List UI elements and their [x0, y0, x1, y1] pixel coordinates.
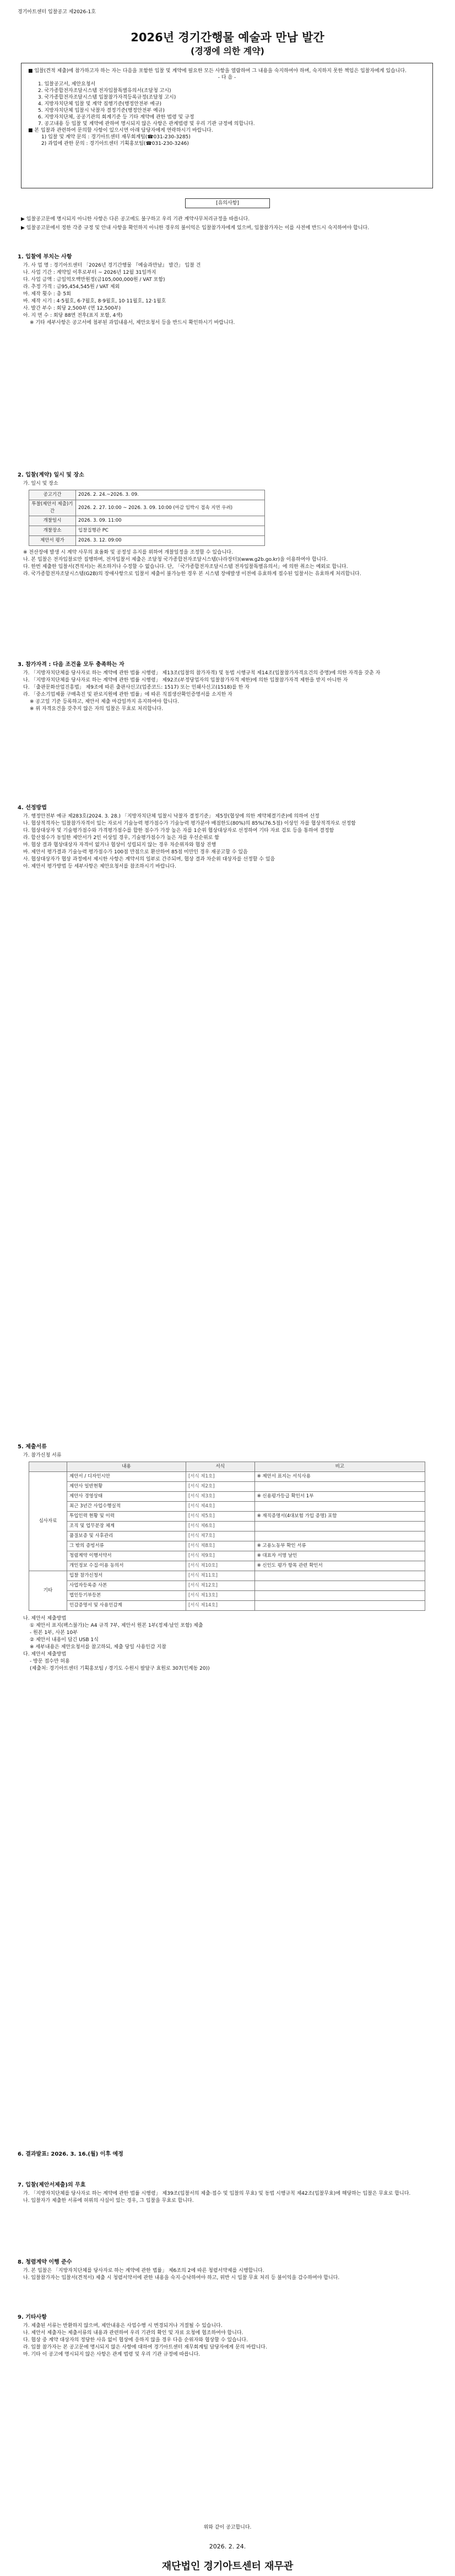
cell-name: 법인등기부등본 [67, 1591, 186, 1601]
info-dash: - 다 음 - [218, 75, 236, 80]
cell-label: 개찰일시 [29, 516, 76, 526]
section-line: 라. 국가종합전자조달시스템(G2B)의 장애사항으로 입찰서 제출이 불가능한 경우 본 시스템 장애발생 이전에 유효하게 접수된 입찰서는 유효하게 처리합니다. [23, 571, 361, 577]
section-heading: 4. 선정방법 [18, 805, 47, 811]
cell-name: 인감증명서 및 사용인감계 [67, 1601, 186, 1611]
cell-note: ※ 신용평가등급 확인서 1부 [254, 1492, 425, 1502]
section-line: 나. 제안서 제출자는 제출서류의 내용과 관련하여 우리 기관의 확인 및 자료 요청에 협조하여야 합니다. [23, 2330, 243, 2336]
section-heading: 6. 결과발표: 2026. 3. 16.(월) 이후 예정 [18, 2151, 123, 2157]
cell-form: [서식 제8호] [186, 1541, 254, 1551]
cell-group: 기타 [29, 1571, 67, 1611]
section-line: 라. 입찰 참가자는 본 공고문에 명시되지 않은 사항에 대하여 경기아트센터 재무회계팀 담당자에게 문의 바랍니다. [23, 2345, 267, 2350]
section-line: 가. 사 업 명 : 경기아트센터 「2026년 경기간행물 『예술과만남』 발간」 입찰 건 [23, 263, 201, 268]
section-9 [18, 2314, 437, 2358]
section-sub: 가. 일시 및 장소 [23, 481, 58, 486]
section-heading: 3. 참가자격 : 다음 조건을 모두 충족하는 자 [18, 662, 124, 668]
cell-name: 품질보증 및 사후관리 [67, 1531, 186, 1541]
section-line: 라. 추정 가격 : 금95,454,545원 / VAT 제외 [23, 284, 120, 290]
note-line: ▶ 입찰공고문에 명시되지 아니한 사항은 다른 공고에도 불구하고 우리 기관 계약사무처리규정을 따릅니다. [21, 217, 250, 222]
section-line: 다. 협상대상자 및 기술평가점수와 가격평가점수를 합한 점수가 가장 높은 자를 1순위 협상대상자로 선정하여 기타 자료 검토 등을 통하여 결정함 [23, 828, 334, 834]
section-line: ① 제안서 표지(팩스불가)는 A4 규격 7부, 제안서 원본 1부(정제·날인 포함) 제출 [30, 1623, 203, 1628]
section-line: ※ 전산장애 발생 시 계약 사무의 효율화 및 공정성 유지를 위하여 개찰일정을 조정할 수 있습니다. [23, 550, 233, 555]
issue-date: 2026. 2. 24. [209, 2543, 246, 2550]
cell-note: ※ 재직증명서(4대보험 가입 증명) 포함 [254, 1512, 425, 1522]
table-row [29, 1571, 425, 1581]
cell-form: [서식 제10호] [186, 1561, 254, 1571]
table-row [29, 1551, 425, 1561]
section-sub: 가. 참가신청 서류 [23, 1453, 62, 1458]
cell-form: [서식 제12호] [186, 1581, 254, 1591]
table-row [29, 1482, 425, 1492]
closing-line: 위와 같이 공고합니다. [203, 2525, 252, 2530]
info-box [21, 63, 433, 188]
table-row [29, 1591, 425, 1601]
section-line: 가. 행정안전부 예규 제283호(2024. 3. 28.) 「지방자치단체 입찰시 낙찰자 결정기준」 제5장(협상에 의한 계약체결기준)에 의하여 선정 [23, 814, 319, 819]
section-3 [18, 661, 437, 713]
table-row [29, 1581, 425, 1591]
section-1 [18, 253, 437, 327]
contact-line: 2) 과업에 관한 문의 : 경기아트센터 기획홍보팀(☎031-230-3246) [41, 141, 189, 147]
table-row [29, 1522, 425, 1531]
page-title: 2026년 경기간행물 예술과 만남 발간 [131, 31, 324, 44]
section-line: 다. 한번 제출한 입찰서(견적서)는 취소하거나 수정할 수 없습니다. 단, 「국가종합전자조달시스템 전자입찰특별유의서」에 의한 취소는 예외로 합니다. [23, 564, 348, 570]
section-line: 라. 합산점수가 동일한 제안서가 2인 이상일 경우, 기술평가점수가 높은 자를 우선순위로 함 [23, 835, 219, 841]
cell-form: [서식 제3호] [186, 1492, 254, 1502]
section-5 [18, 1443, 437, 1673]
cell-label: 공고기간 [29, 490, 76, 500]
table-header-row [29, 1462, 425, 1472]
section-line: 가. 제출된 서류는 반환하지 않으며, 제안내용은 사업수행 시 변경되거나 거절될 수 있습니다. [23, 2323, 223, 2329]
section-line: 나. 입찰자가 제출한 서류에 허위의 사실이 있는 경우, 그 입찰을 무효로 합니다. [23, 2198, 194, 2204]
cell-name: 제안서 / 디자인시안 [67, 1472, 186, 1482]
notice-label: [유의사항] [185, 198, 270, 208]
col-header: 서식 [186, 1462, 254, 1472]
section-line: 나. 협상적격자는 입찰참가자격이 있는 자로서 기술능력 평가점수가 기술능력 평가분야 배점한도(80%)의 85%(76.5점) 이상인 자를 협상적격자로 선정함 [23, 821, 356, 826]
cell-form: [서식 제2호] [186, 1482, 254, 1492]
cell-note [254, 1531, 425, 1541]
section-line: 다. 「출판문화산업진흥법」 제9조에 따른 출판사신고(업종코드: 1517) 또는 인쇄사신고(1518)를 한 자 [23, 685, 250, 690]
section-line: 사. 발간 부수 : 회당 2,500부 (연 12,500부) [23, 306, 121, 311]
section-line: (제출처: 경기아트센터 기획홍보팀 / 경기도 수원시 팔달구 효원로 307(인계동 20)) [30, 1666, 210, 1671]
section-line: - 방문 접수만 허용 [30, 1659, 70, 1664]
cell-note [254, 1482, 425, 1492]
info-item: 1. 입찰공고서, 제안요청서 [38, 82, 96, 87]
cell-name: 제안사 경영상태 [67, 1492, 186, 1502]
cell-note: ※ 제안서 표지는 서식사용 [254, 1472, 425, 1482]
contact-line: 1) 입찰 및 계약 문의 : 경기아트센터 재무회계팀(☎031-230-3285) [41, 134, 191, 140]
section-line: 바. 제작 시기 : 4·5월호, 6·7월호, 8·9월호, 10·11월호, 12·1월호 [23, 299, 166, 304]
cell-value: 2026. 3. 09. 11:00 [76, 516, 265, 526]
info-item: 6. 지방자치단체, 공공기관의 회계기준 등 기타 계약에 관한 법령 및 규정 [38, 115, 194, 120]
section-heading: 8. 청렴계약 이행 준수 [18, 2259, 72, 2265]
documents-table [29, 1462, 425, 1611]
table-row [29, 1601, 425, 1611]
table-row [29, 1541, 425, 1551]
cell-value: 2026. 2. 27. 10:00 ~ 2026. 3. 09. 10:00 (마감 임박시 접속 지연 우려) [76, 500, 265, 516]
info-item: 5. 지방자치단체 입찰시 낙찰자 결정기준(행정안전부 예규) [38, 108, 165, 113]
section-line: 아. 지 면 수 : 회당 88면 전후(표지 포함, 4색) [23, 313, 123, 318]
section-line: 사. 협상대상자가 협상 과정에서 제시한 사항은 계약서의 일부로 간주되며, 협상 결과 차순위 대상자를 선정할 수 있음 [23, 857, 275, 862]
table-row [29, 500, 265, 516]
section-line: - 원본 1부, 사본 10부 [30, 1630, 78, 1636]
cell-label: 제안서 평가 [29, 536, 76, 546]
section-line: 가. 「지방자치단체를 당사자로 하는 계약에 관한 법률 시행령」 제39조(입찰서의 제출·접수 및 입찰의 무효) 및 동법 시행규칙 제42조(입찰무효)에 해당하는 입찰은 무효로 합니다. [23, 2191, 411, 2196]
cell-note [254, 1522, 425, 1531]
table-row [29, 526, 265, 536]
cell-form: [서식 제13호] [186, 1591, 254, 1601]
section-footnote: ※ 기타 세부사항은 공고서에 첨부된 과업내용서, 제안요청서 등을 반드시 확인하시기 바랍니다. [30, 320, 235, 326]
table-row [29, 536, 265, 546]
cell-note: ※ 대표자 서명 날인 [254, 1551, 425, 1561]
cell-name: 청렴계약 이행서약서 [67, 1551, 186, 1561]
table-row [29, 516, 265, 526]
cell-note [254, 1591, 425, 1601]
section-line: 마. 제작 횟수 : 총 5회 [23, 291, 71, 297]
section-heading: 5. 제출서류 [18, 1444, 47, 1450]
section-heading: 1. 입찰에 부치는 사항 [18, 254, 72, 260]
section-line: ※ 세부내용은 제안요청서를 참고하되, 제출 당일 사용인감 지참 [30, 1644, 166, 1650]
cell-value: 2026. 3. 12. 09:00 [76, 536, 265, 546]
section-4 [18, 804, 437, 870]
doc-number: 경기아트센터 입찰공고 제2026-1호 [18, 9, 96, 15]
cell-form: [서식 제1호] [186, 1472, 254, 1482]
section-heading: 9. 기타사항 [18, 2314, 47, 2320]
section-line: 나. 제안서 제출방법 [23, 1616, 67, 1621]
cell-form: [서식 제7호] [186, 1531, 254, 1541]
info-intro: ■ 입찰(견적 제출)에 참가하고자 하는 자는 다음을 포함한 입찰 및 계약에 필요한 모든 사항을 열람하여 그 내용을 숙지하여야 하며, 숙지하지 못한 책임은 입찰자에게 있습니다. [28, 68, 407, 74]
cell-note [254, 1571, 425, 1581]
section-line: 다. 사업 금액 : 금일억오백만원정(금105,000,000원 / VAT 포함) [23, 277, 165, 283]
section-line: 나. 「지방자치단체를 당사자로 하는 계약에 관한 법률 시행령」 제92조(부정당업자의 입찰참가자격 제한)에 의한 입찰참가자격 제한을 받지 아니한 자 [23, 678, 348, 683]
cell-note: ※ 신인도 평가 항목 관련 확인서 [254, 1561, 425, 1571]
section-line: 마. 기타 이 공고에 명시되지 않은 사항은 관계 법령 및 우리 기관 규정에 따릅니다. [23, 2352, 201, 2357]
col-header: 비고 [254, 1462, 425, 1472]
section-8 [18, 2259, 437, 2282]
section-line: 다. 제안서 제출방법 [23, 1652, 67, 1657]
section-2 [18, 472, 437, 578]
cell-name: 제안사 일반현황 [67, 1482, 186, 1492]
section-line: 바. 제안서 평가결과 기술능력 평가점수가 100점 만점으로 환산하여 85점 미만인 경우 재공고할 수 있음 [23, 849, 248, 855]
info-item: 7. 공고내용 등 입찰 및 계약에 관하여 명시되지 않은 사항은 관계법령 및 우리 기관 규정에 의합니다. [38, 121, 255, 127]
section-line: 아. 제안서 평가방법 등 세부사항은 제안요청서를 참조하시기 바랍니다. [23, 864, 176, 869]
section-heading: 7. 입찰(제안서제출)의 무효 [18, 2182, 86, 2188]
section-heading: 2. 입찰(계약) 일시 및 장소 [18, 472, 84, 478]
section-line: 나. 본 입찰은 전자입찰로만 집행하며, 전자입찰서 제출은 조달청 국가종합전자조달시스템(나라장터)(www.g2b.go.kr)을 이용하여야 합니다. [23, 557, 328, 562]
col-header: 내용 [67, 1462, 186, 1472]
cell-name: 조직 및 업무분장 체계 [67, 1522, 186, 1531]
page-subtitle: (경쟁에 의한 계약) [191, 46, 264, 56]
table-row [29, 1472, 425, 1482]
cell-form: [서식 제4호] [186, 1502, 254, 1512]
cell-value: 2026. 2. 24.~2026. 3. 09. [76, 490, 265, 500]
cell-form: [서식 제14호] [186, 1601, 254, 1611]
info-item: 3. 국가종합전자조달시스템 입찰참가자격등록규정(조달청 고시) [38, 95, 176, 100]
section-line: 다. 협상 중 계약 대상자의 정당한 사유 없이 협상에 응하지 않을 경우 다음 순위자와 협상할 수 있습니다. [23, 2337, 248, 2343]
signature: 재단법인 경기아트센터 재무관 [161, 2561, 294, 2572]
col-group [29, 1462, 67, 1472]
section-6 [18, 2151, 437, 2160]
cell-form: [서식 제11호] [186, 1571, 254, 1581]
table-row [29, 1502, 425, 1512]
table-row [29, 1492, 425, 1502]
notes [21, 216, 440, 234]
section-line: 라. 「중소기업제품 구매촉진 및 판로지원에 관한 법률」에 따른 직접생산확인증명서를 소지한 자 [23, 692, 232, 697]
cell-label: 개찰장소 [29, 526, 76, 536]
section-line: ※ 위 자격요건을 갖추지 않은 자의 입찰은 무효로 처리합니다. [30, 706, 163, 712]
note-line: ▶ 입찰공고문에서 정한 각종 규정 및 안내 사항을 확인하지 아니한 경우의 불이익은 입찰참가자에게 있으며, 입찰참가자는 이를 사전에 반드시 숙지하여야 합니다. [21, 225, 370, 231]
section-line: 나. 입찰참가자는 입찰서(견적서) 제출 시 청렴서약서에 관한 내용을 숙지·승낙하여야 하고, 위반 시 입찰 무효 처리 등 불이익을 감수하여야 합니다. [23, 2275, 340, 2281]
table-row [29, 1512, 425, 1522]
cell-note: ※ 고용노동부 확인 서류 [254, 1541, 425, 1551]
cell-note [254, 1502, 425, 1512]
cell-note [254, 1581, 425, 1591]
section-line: 가. 본 입찰은 「지방자치단체를 당사자로 하는 계약에 관한 법률」 제6조의 2에 따른 청렴서약제를 시행합니다. [23, 2268, 264, 2274]
section-line: ※ 공고일 기준 등록하고, 제안서 제출 마감일까지 유지하여야 합니다. [30, 699, 179, 705]
section-line: ② 제안서 내용이 담긴 USB 1식 [30, 1637, 99, 1643]
cell-name: 입찰 참가신청서 [67, 1571, 186, 1581]
cell-group: 심사자료 [29, 1472, 67, 1571]
schedule-table [29, 490, 265, 546]
section-line: 나. 사업 기간 : 계약일 이후로부터 ~ 2026년 12월 31일까지 [23, 270, 156, 275]
table-row [29, 490, 265, 500]
contact-intro: ■ 본 입찰과 관련하여 문의할 사항이 있으시면 아래 담당자에게 연락하시기 바랍니다. [28, 128, 213, 133]
section-7 [18, 2182, 437, 2205]
cell-value: 입찰집행관 PC [76, 526, 265, 536]
cell-name: 투입인력 현황 및 이력 [67, 1512, 186, 1522]
cell-name: 개인정보 수집·이용 동의서 [67, 1561, 186, 1571]
section-line: 마. 협상 결과 협상대상자 자격이 없거나 협상이 성립되지 않는 경우 차순위자와 협상 진행 [23, 842, 216, 848]
table-row [29, 1561, 425, 1571]
cell-form: [서식 제5호] [186, 1512, 254, 1522]
cell-form: [서식 제6호] [186, 1522, 254, 1531]
cell-name: 최근 3년간 사업수행실적 [67, 1502, 186, 1512]
cell-name: 그 밖의 증빙서류 [67, 1541, 186, 1551]
info-item: 4. 지방자치단체 입찰 및 계약 집행기준(행정안전부 예규) [38, 101, 162, 107]
cell-note [254, 1601, 425, 1611]
info-item: 2. 국가종합전자조달시스템 전자입찰특별유의서(조달청 고시) [38, 88, 171, 94]
cell-name: 사업자등록증 사본 [67, 1581, 186, 1591]
cell-label: 투찰(제안서 제출)기간 [29, 500, 76, 516]
section-line: 가. 「지방자치단체를 당사자로 하는 계약에 관한 법률 시행령」 제13조(입찰의 참가자격) 및 동법 시행규칙 제14조(입찰참가자격요건의 증명)에 의한 자격을 갖춘 자 [23, 670, 381, 676]
cell-form: [서식 제9호] [186, 1551, 254, 1561]
table-row [29, 1531, 425, 1541]
